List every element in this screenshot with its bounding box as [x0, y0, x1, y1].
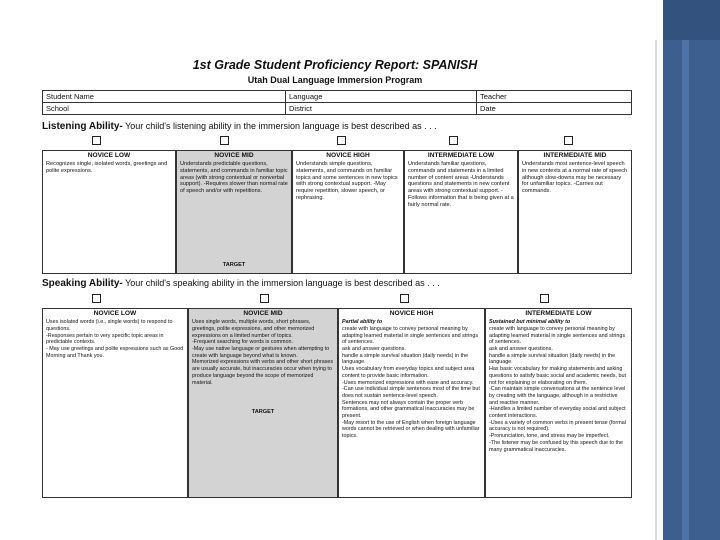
speaking-checkbox-novice-high[interactable]: [400, 294, 409, 303]
listening-level-novice-high: [292, 150, 404, 274]
level-line: ask and answer questions.: [342, 345, 406, 352]
speaking-checkbox-intermediate-low[interactable]: [540, 294, 549, 303]
level-lead: Sustained but minimal ability to: [489, 319, 571, 326]
level-line: -Can use individual simple sentences most of the time but does not sustain sentence-level speech.: [342, 386, 480, 399]
school-field[interactable]: School: [43, 103, 286, 115]
level-line: handle a simple survival situation (daily needs) in the language.: [342, 352, 469, 366]
level-description: Understands simple questions, statements, and commands on familiar topics and some sentences in new topics with strong contextual support. -May require repetition, slower speech, or rephrasing.: [296, 161, 398, 202]
level-title: INTERMEDIATE MID: [543, 152, 607, 159]
listening-checkbox-intermediate-low[interactable]: [449, 136, 458, 145]
speaking-level-novice-low: [42, 308, 188, 498]
level-description: Understands predictable questions, statements, and commands in familiar topic areas (with strong contextual or nonverbal support). -Requires slower than normal rate of speech and/or with repetitions.: [180, 161, 288, 195]
speaking-level-novice-mid: [188, 308, 338, 498]
level-title: NOVICE LOW: [87, 152, 131, 159]
listening-level-novice-mid: [176, 150, 292, 274]
level-title: NOVICE MID: [243, 310, 283, 317]
level-line: -The listener may be confused by this speech due to the many grammatical inaccuracies.: [489, 439, 623, 453]
level-title: NOVICE MID: [214, 152, 254, 159]
level-title: INTERMEDIATE LOW: [427, 152, 495, 159]
level-line: -Uses a variety of common verbs in present tense (formal accuracy is not required).: [489, 419, 626, 433]
speaking-level-intermediate-low: [485, 308, 632, 498]
level-line: Uses vocabulary from everyday topics and subject area content to provide basic information.: [342, 366, 475, 379]
level-line: -Frequent searching for words is common.: [192, 339, 293, 346]
student-info-table: [42, 90, 632, 115]
level-line: create with language to convey personal meaning by adapting learned material in single sentences and strings of sentences.: [489, 325, 626, 346]
level-title: INTERMEDIATE LOW: [525, 310, 592, 317]
proficiency-report-document: [32, 44, 638, 502]
level-line: - May use greetings and polite expressions such as Good Morning and Thank you.: [46, 345, 184, 359]
listening-target-label: TARGET: [222, 262, 246, 269]
speaking-levels-grid: [42, 308, 632, 498]
listening-checkbox-novice-high[interactable]: [337, 136, 346, 145]
level-line: handle a simple survival situation (daily needs) in the language.: [489, 352, 616, 366]
listening-prompt: Your child's listening ability in the immersion language is best described as . . .: [125, 121, 437, 131]
speaking-checkbox-novice-mid[interactable]: [260, 294, 269, 303]
student-name-field[interactable]: Student Name: [43, 91, 286, 103]
speaking-heading: [42, 278, 440, 289]
listening-checkbox-novice-mid[interactable]: [220, 136, 229, 145]
level-line: Has basic vocabulary for making statements and asking questions to satisfy basic social and academic needs, but not for explaining or elaborating on them.: [489, 366, 626, 386]
level-line: -May use native language or gestures when attempting to create with language beyond what is known.: [192, 345, 330, 359]
date-field[interactable]: Date: [477, 103, 632, 115]
speaking-target-label: TARGET: [251, 409, 275, 415]
speaking-level-novice-high: [338, 308, 485, 498]
level-line: -Can maintain simple conversations at the sentence level by creating with the language, although in a restrictive and reactive manner.: [489, 386, 626, 406]
level-title: NOVICE HIGH: [326, 152, 370, 159]
teacher-field[interactable]: Teacher: [477, 91, 632, 103]
district-field[interactable]: District: [286, 103, 477, 115]
listening-checkbox-novice-low[interactable]: [92, 136, 101, 145]
level-line: -Pronunciation, tone, and stress may be imperfect.: [489, 433, 610, 440]
level-description: Understands familiar questions, commands and statements in a limited number of content areas -Understands questions and statements in new content areas with strong contextual support. -Follows information that is being given at a fairly normal rate.: [408, 161, 514, 208]
listening-levels-grid: [42, 150, 632, 274]
level-line: Memorized expressions with verbs and other short phrases are usually accurate, but inaccuracies occur when trying to produce language beyond the scope of memorized material.: [192, 359, 334, 386]
sidebar-top-band: [663, 0, 720, 40]
listening-level-novice-low: [42, 150, 176, 274]
speaking-prompt: Your child's speaking ability in the immersion language is best described as . . .: [125, 278, 440, 288]
listening-heading: [42, 121, 437, 132]
speaking-checkbox-novice-low[interactable]: [92, 294, 101, 303]
level-line: Uses single words, multiple words, short phrases, greetings, polite expressions, and other memorized expressions on a limited number of topics.: [192, 319, 315, 339]
level-lead: Partial ability to: [342, 319, 383, 326]
level-line: -Responses pertain to very specific topic areas in predictable contexts.: [46, 332, 164, 346]
level-line: Sentences may not always contain the proper verb formations, and other grammatical inaccuracies may be present.: [342, 399, 475, 420]
speaking-title: Speaking Ability-: [42, 278, 123, 289]
level-line: -Handles a limited number of everyday social and subject content interactions.: [489, 406, 626, 420]
level-line: Uses isolated words (i.e., single words) to respond to questions.: [46, 319, 173, 332]
slide-sidebar: [663, 0, 720, 540]
level-description: Recognizes single, isolated words, greetings and polite expressions.: [46, 161, 168, 174]
level-line: ask and answer questions.: [489, 345, 553, 352]
listening-level-intermediate-mid: [518, 150, 632, 274]
level-title: NOVICE HIGH: [389, 310, 434, 317]
level-line: -May resort to the use of English when foreign language words cannot be retrieved or when dealing with unfamiliar topics.: [342, 419, 480, 440]
program-name: Utah Dual Language Immersion Program: [247, 75, 423, 85]
document-frame-edge: [655, 40, 657, 540]
listening-checkbox-intermediate-mid[interactable]: [564, 136, 573, 145]
listening-title: Listening Ability-: [42, 121, 123, 132]
level-description: Understands most sentence-level speech in new contexts at a normal rate of speech although slow-downs may be necessary for unfamiliar topics. -Carries out commands.: [522, 161, 628, 195]
level-line: -Uses memorized expressions with ease and accuracy.: [342, 379, 474, 386]
level-title: NOVICE LOW: [93, 310, 137, 317]
sidebar-accent-stripe: [682, 40, 689, 540]
listening-level-intermediate-low: [404, 150, 518, 274]
level-line: create with language to convey personal meaning by adapting learned material in single sentences and strings of sentences.: [342, 325, 479, 346]
report-title: 1st Grade Student Proficiency Report: SPANISH: [192, 58, 478, 72]
language-field[interactable]: Language: [286, 91, 477, 103]
